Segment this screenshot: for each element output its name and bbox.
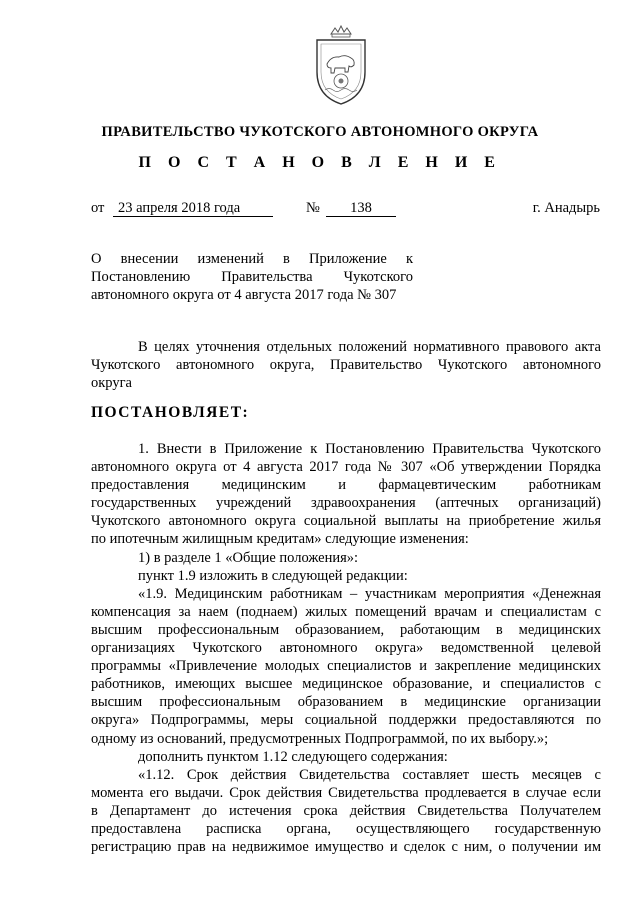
body-line: 1) в разделе 1 «Общие положения»:	[138, 549, 359, 566]
body-line: высшим профессиональным образованием в медицинские организации	[91, 694, 601, 711]
body-line: дополнить пунктом 1.12 следующего содержания:	[138, 748, 448, 765]
body-line: организациях Чукотского автономного округа» ведомственной целевой	[91, 640, 601, 657]
body-line: программы «Привлечение молодых специалистов и закрепление медицинских	[91, 658, 601, 675]
body-line: государственных учреждений здравоохранения (аптечных организаций)	[91, 495, 601, 512]
body-line: предоставления медицинским и фармацевтическим работникам	[91, 477, 601, 494]
body-line: одному из оснований, предусмотренных Подпрограммой, по их выбору.»;	[91, 730, 549, 747]
subject-line: О внесении изменений в Приложение к	[91, 251, 413, 267]
document-type: П О С Т А Н О В Л Е Н И Е	[138, 154, 502, 171]
body-line: пункт 1.9 изложить в следующей редакции:	[138, 567, 408, 584]
body-line: работников, имеющих высшее медицинское образование, и специалистов с	[91, 676, 601, 693]
decree-subject	[91, 250, 413, 304]
coat-of-arms-icon	[305, 24, 377, 108]
preamble-line: В целях уточнения отдельных положений нормативного правового акта	[138, 339, 601, 355]
preamble-line: Чукотского автономного округа, Правительство Чукотского автономного	[91, 357, 601, 374]
body-line: «1.9. Медицинским работникам – участникам мероприятия «Денежная	[138, 585, 601, 602]
body-line: «1.12. Срок действия Свидетельства составляет шесть месяцев с	[138, 766, 601, 783]
body-line: Чукотского автономного округа социальной выплаты на приобретение жилья	[91, 513, 601, 530]
subject-line: автономного округа от 4 августа 2017 года № 307	[91, 287, 397, 303]
body-line: 1. Внести в Приложение к Постановлению Правительства Чукотского	[138, 441, 601, 457]
body-line: автономного округа от 4 августа 2017 года № 307 «Об утверждении Порядка	[91, 459, 601, 476]
body-line: компенсация за наем (поднаем) жилых помещений врачам и специалистам с	[91, 603, 601, 620]
city: г. Анадырь	[532, 200, 600, 216]
number-prefix: №	[306, 200, 320, 216]
body-line: по ипотечным жилищным кредитам» следующие изменения:	[91, 531, 469, 548]
body-line: регистрацию прав на недвижимое имущество и сделок с ним, о получении им	[91, 839, 601, 856]
preamble-line: округа	[91, 375, 132, 392]
body-line: момента его выдачи. Срок действия Свидетельства продлевается в случае если	[91, 784, 601, 801]
decree-date: 23 апреля 2018 года	[113, 200, 273, 217]
body-line: предоставлена расписка органа, осуществляющего государственную	[91, 820, 601, 837]
decree-body	[91, 440, 601, 856]
subject-line: Постановлению Правительства Чукотского	[91, 269, 413, 285]
body-line: в Департамент до истечения срока действия Свидетельства Получателем	[91, 802, 601, 819]
body-line: высшим профессиональным образованием, работающим в медицинских	[91, 621, 601, 638]
government-name: ПРАВИТЕЛЬСТВО ЧУКОТСКОГО АВТОНОМНОГО ОКРУГА	[101, 124, 539, 140]
body-line: округа» Подпрограммы, меры социальной поддержки предоставляются по	[91, 712, 601, 729]
resolves-heading: ПОСТАНОВЛЯЕТ:	[91, 404, 250, 421]
preamble	[91, 338, 601, 392]
decree-number: 138	[326, 200, 396, 217]
date-prefix: от	[91, 200, 105, 216]
